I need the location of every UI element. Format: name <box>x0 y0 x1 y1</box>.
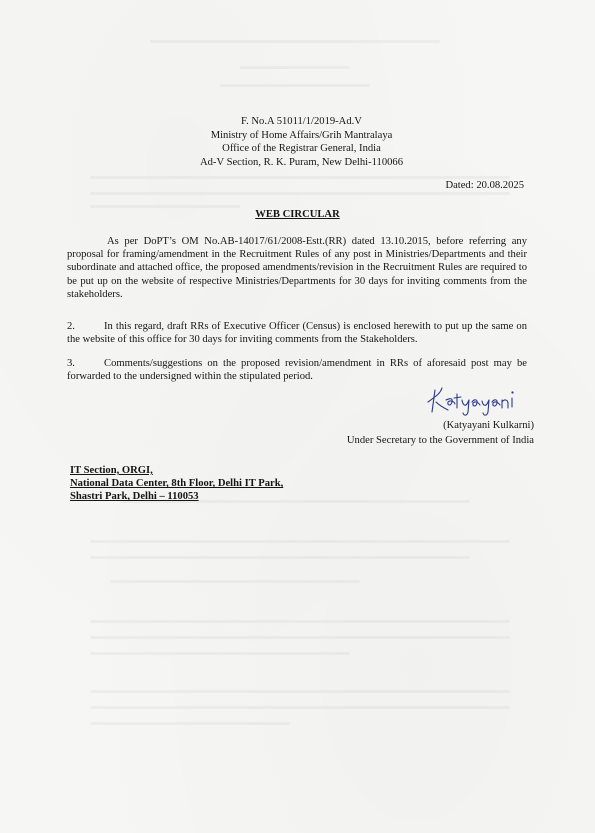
bleed-through-line <box>90 540 510 543</box>
bleed-through-line <box>90 620 510 623</box>
signatory-name: (Katyayani Kulkarni) <box>443 420 534 431</box>
paragraph-text: Comments/suggestions on the proposed revision/amendment in RRs of aforesaid post may be forwarded to the undersigned within the stipulated period. <box>67 358 527 383</box>
address-line-1: IT Section, ORGI, <box>70 465 153 476</box>
bleed-through-line <box>240 66 350 69</box>
ministry-name: Ministry of Home Affairs/Grih Mantralaya <box>210 129 393 141</box>
section-address: Ad-V Section, R. K. Puram, New Delhi-110066 <box>199 156 404 168</box>
signatory-designation: Under Secretary to the Government of India <box>346 435 534 446</box>
bleed-through-line <box>90 556 470 559</box>
bleed-through-line <box>110 580 360 583</box>
address-line-2: National Data Center, 8th Floor, Delhi IT Park, <box>70 478 284 490</box>
file-number: F. No.A 51011/1/2019-Ad.V <box>241 116 362 127</box>
bleed-through-line <box>90 636 510 639</box>
recipient-address <box>70 464 283 504</box>
bleed-through-line <box>90 176 510 179</box>
paragraph-2 <box>67 320 527 346</box>
address-line-3: Shastri Park, Delhi – 110053 <box>70 491 199 503</box>
office-name: Office of the Registrar General, India <box>222 143 381 155</box>
bleed-through-line <box>90 192 510 195</box>
document-title: WEB CIRCULAR <box>255 209 340 220</box>
handwritten-signature <box>426 378 536 418</box>
paragraph-text: In this regard, draft RRs of Executive Officer (Census) is enclosed herewith to put up the same on the website of this office for 30 days for inviting comments from the Stakeholders. <box>67 321 527 346</box>
bleed-through-line <box>90 706 510 709</box>
bleed-through-line <box>90 722 290 725</box>
paragraph-number: 3. <box>67 358 75 369</box>
paragraph-number: 2. <box>67 321 75 332</box>
letterhead <box>0 115 595 169</box>
bleed-through-line <box>150 40 440 43</box>
bleed-through-line <box>90 652 350 655</box>
document-date: Dated: 20.08.2025 <box>445 180 524 191</box>
bleed-through-line <box>90 205 240 208</box>
bleed-through-line <box>90 690 510 693</box>
bleed-through-line <box>220 84 370 87</box>
paragraph-1: As per DoPT’s OM No.AB-14017/61/2008-Estt.(RR) dated 13.10.2015, before referring any proposal for framing/amendment in the Recruitment Rules of any post in Ministries/Departments and their subordinate and attached office, the proposed amendments/revision in the Recruitment Rules are required to be put up on the website of respective Ministries/Departments for 30 days for inviting comments from the stakeholders. <box>67 236 527 300</box>
